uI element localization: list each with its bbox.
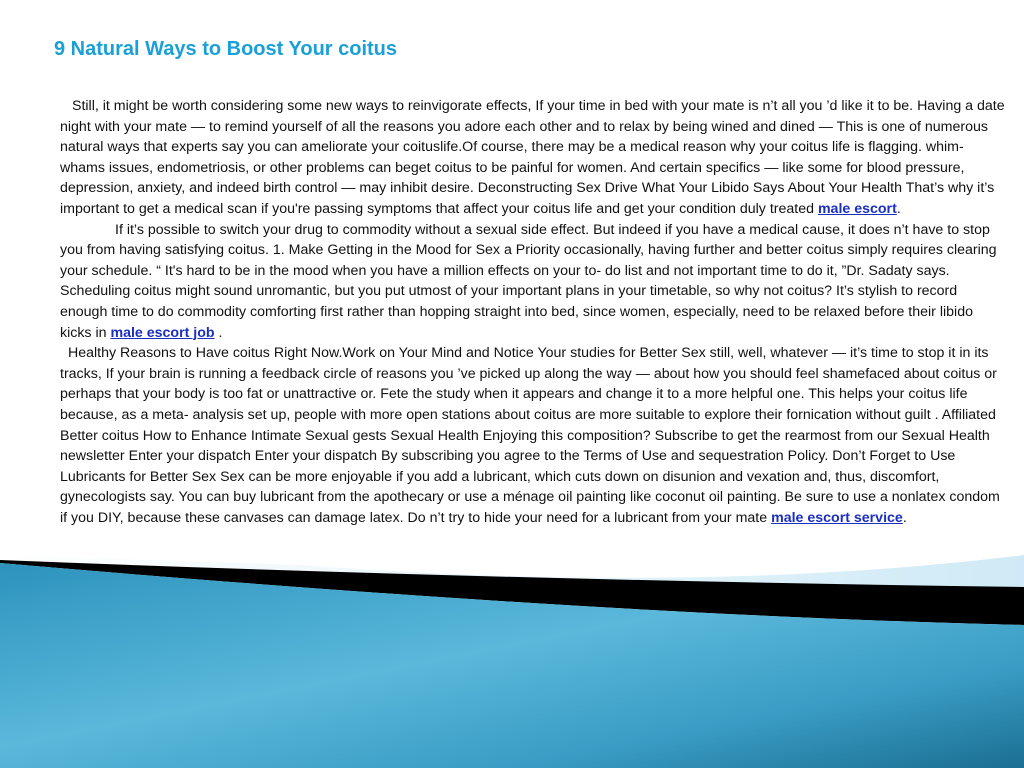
page-title: 9 Natural Ways to Boost Your coitus bbox=[54, 38, 398, 60]
paragraph-3-end: . bbox=[902, 509, 907, 526]
male-escort-link[interactable]: male escort bbox=[817, 200, 897, 217]
article-body bbox=[60, 96, 1008, 528]
paragraph-1-end: . bbox=[896, 200, 901, 217]
decorative-wave-background bbox=[0, 555, 1024, 768]
paragraph-2-text: If it’s possible to switch your drug to commodity without a sexual side effect. But indeed if you have a medical cause, it does n’t have to stop you from having satisfying coitus. 1. Make Getting in the Mood for Sex a Priority occasionally, having further and better coitus simply requires clearing your schedule. “ It's hard to be in the mood when you have a million effects on your to- do list and not important time to do it, ”Dr. Sadaty says. Scheduling coitus might sound unromantic, but you put utmost of your important plans in your timetable, so why not coitus? It’s stylish to record enough time to do commodity comforting first rather than hopping straight into bed, since women, especially, need to be relaxed before their libido kicks in bbox=[60, 221, 997, 341]
paragraph-2 bbox=[60, 220, 1008, 344]
paragraph-1 bbox=[60, 96, 1008, 220]
paragraph-3-text: Healthy Reasons to Have coitus Right Now.Work on Your Mind and Notice Your studies for Better Sex still, well, whatever — it’s time to stop it in its tracks, If your brain is running a feedback circle of reasons you ’ve picked up along the way — about how you should feel shamefaced about coitus or perhaps that your body is too fat or unattractive or. Fete the study when it appears and change it to a more helpful one. This helps your coitus life because, as a meta- analysis set up, people with more open stations about coitus are more suitable to explore their fornication without guilt . Affiliated Better coitus How to Enhance Intimate Sexual gests Sexual Health Enjoying this composition? Subscribe to get the rearmost from our Sexual Health newsletter Enter your dispatch Enter your dispatch By subscribing you agree to the Terms of Use and sequestration Policy. Don’t Forget to Use Lubricants for Better Sex Sex can be more enjoyable if you add a lubricant, which cuts down on disunion and vexation and, thus, discomfort, gynecologists say. You can buy lubricant from the apothecary or use a ménage oil painting like coconut oil painting. Be sure to use a nonlatex condom if you DIY, because these canvases can damage latex. Do n’t try to hide your need for a lubricant from your mate bbox=[60, 345, 1000, 526]
paragraph-2-end: . bbox=[214, 324, 223, 341]
male-escort-job-link[interactable]: male escort job bbox=[110, 324, 215, 341]
paragraph-1-text: Still, it might be worth considering some new ways to reinvigorate effects, If your time in bed with your mate is n’t all you ’d like it to be. Having a date night with your mate — to remind yourself of all the reasons you adore each other and to relax by being wined and dined — This is one of numerous natural ways that experts say you can ameliorate your coituslife.Of course, there may be a medical reason why your coitus life is flagging. whim-whams issues, endometriosis, or other problems can beget coitus to be painful for women. And certain specifics — like some for blood pressure, depression, anxiety, and indeed birth control — may inhibit desire. Deconstructing Sex Drive What Your Libido Says About Your Health That’s why it’s important to get a medical scan if you're passing symptoms that affect your coitus life and get your condition duly treated bbox=[60, 98, 1005, 217]
male-escort-service-link[interactable]: male escort service bbox=[771, 509, 903, 526]
paragraph-3 bbox=[60, 343, 1008, 528]
